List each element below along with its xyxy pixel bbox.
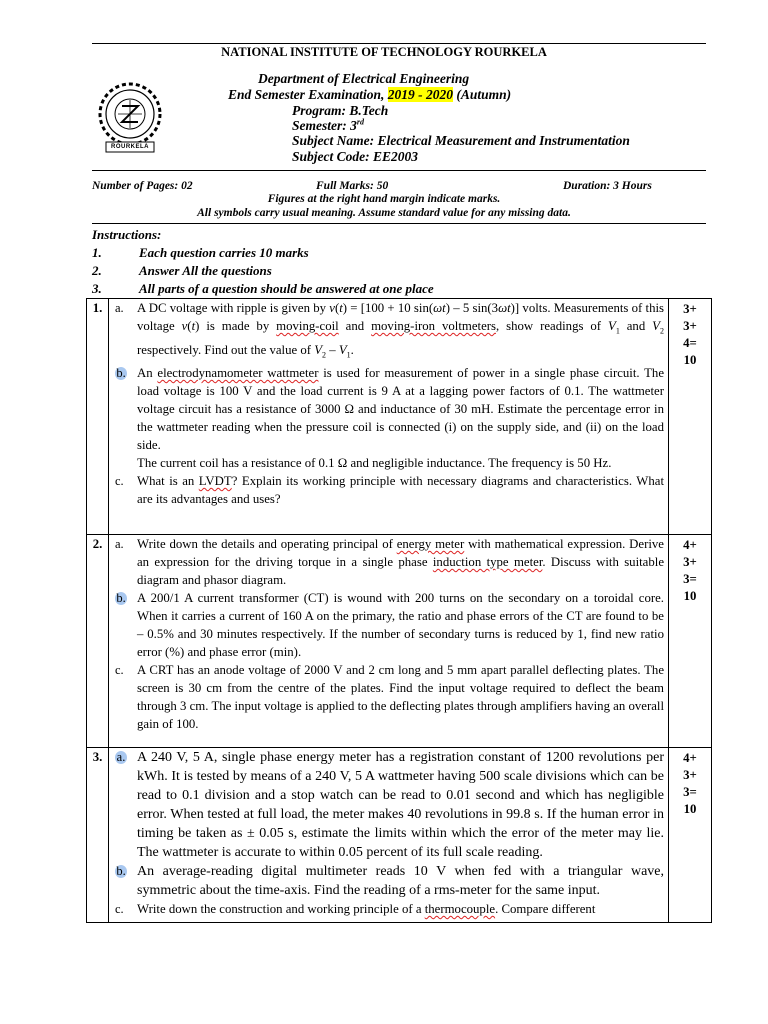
- question-number: 1.: [87, 299, 109, 535]
- part-text: [137, 862, 664, 900]
- instruction-number: 2.: [92, 263, 102, 278]
- underlined-term: electrodynamometer wattmeter: [157, 366, 319, 381]
- question-part: [113, 661, 664, 733]
- text-segment: A 200/1 A current transformer (CT) is wound with 200 turns on the secondary on a toroidal core. When it carries a current of 160 A on the primary, the ratio and phase errors of the CT are found to be – 0.5% and 30 minutes respectively. If the number of secondary turns is reduced by 1, find new ratio error (%) and phase error (min).: [137, 591, 664, 660]
- marks-entry: 4+: [683, 751, 697, 766]
- part-label: [113, 661, 137, 733]
- question-marks: [669, 299, 712, 535]
- institute-name: NATIONAL INSTITUTE OF TECHNOLOGY ROURKELA: [221, 45, 547, 59]
- question-part: [113, 535, 664, 589]
- text-segment: (: [334, 301, 340, 315]
- question-body: [109, 535, 669, 748]
- subject-name: Subject Name: Electrical Measurement and Instrumentation: [292, 133, 630, 148]
- marks-note: Figures at the right hand margin indicate marks.: [267, 193, 501, 205]
- top-rule: [92, 43, 706, 44]
- duration: Duration: 3 Hours: [563, 180, 652, 192]
- underlined-term: energy meter: [396, 537, 465, 552]
- underlined-term: LVDT: [198, 474, 232, 489]
- instruction-text: Each question carries 10 marks: [139, 245, 309, 260]
- underlined-term: moving-iron voltmeters: [371, 319, 497, 333]
- underlined-term: moving-coil: [276, 319, 339, 333]
- part-label: [113, 748, 137, 862]
- nitr-logo: [92, 80, 168, 156]
- exam-suffix: (Autumn): [453, 87, 512, 102]
- question-row: [87, 299, 712, 535]
- question-part: [113, 862, 664, 900]
- instruction-text: All parts of a question should be answered at one place: [139, 281, 434, 296]
- number-of-pages: Number of Pages: 02: [92, 180, 193, 192]
- text-segment: 2: [322, 350, 327, 360]
- text-segment: What is an: [137, 474, 199, 489]
- question-marks: [669, 535, 712, 748]
- text-segment: (: [187, 319, 192, 333]
- header-rule: [92, 170, 706, 171]
- text-segment: A DC voltage with ripple is given by: [137, 301, 330, 315]
- question-part: [113, 364, 664, 472]
- text-segment: and: [338, 319, 372, 333]
- text-segment: A 240 V, 5 A, single phase energy meter has a registration constant of 1200 revolutions per kWh. It is tested by means of a 240 V, 5 A wattmeter having 500 scale divisions which can be read to 0.1 division and a stop watch can be read to 0.01 second and which has negligible error. When tested at full load, the meter makes 40 revolutions in 99.8 s. If the human error in timing be taken as ± 0.05 s, estimate the limits within which the error of the meter may lie. The wattmeter is accurate to within 0.05 percent of its full scale reading.: [137, 750, 664, 861]
- instruction-text: Answer All the questions: [139, 263, 272, 278]
- semester-sup: rd: [356, 117, 364, 127]
- part-text: [137, 299, 664, 364]
- semester-text: Semester: 3: [292, 118, 357, 133]
- instruction-number: 3.: [92, 281, 102, 296]
- underlined-term: thermocouple: [424, 902, 496, 917]
- text-segment: v: [181, 319, 188, 333]
- marks-entry: 3+: [683, 768, 697, 783]
- text-segment: t: [191, 319, 196, 333]
- subject-code: Subject Code: EE2003: [292, 149, 419, 164]
- part-text: [137, 900, 664, 918]
- text-segment: V: [607, 319, 616, 333]
- marks-entry: 10: [683, 802, 697, 817]
- part-label-text: b.: [116, 366, 126, 381]
- marks-entry: 3=: [683, 785, 697, 800]
- question-body: [109, 748, 669, 923]
- part-label: [113, 364, 137, 472]
- exam-year: 2019 - 2020: [387, 87, 454, 102]
- text-segment: V: [314, 342, 323, 357]
- marks-entry: 3=: [683, 572, 697, 587]
- department: Department of Electrical Engineering: [258, 71, 470, 86]
- part-text: [137, 535, 664, 589]
- text-segment: is used for measurement of power in a single phase circuit. The load voltage is 100 V and the load current is 9 A at a lagging power factors of 0.1. The wattmeter voltage circuit has a resistance of 3000 Ω and inductance of 30 mH. Estimate the percentage error in the wattmeter reading when the pressure coil is connected (i) on the supply side, and (ii) on the load side.: [137, 366, 665, 453]
- marks-entry: 3+: [683, 555, 697, 570]
- marks-entry: 4+: [683, 538, 697, 553]
- instructions-title: Instructions:: [92, 227, 162, 242]
- part-text: [137, 748, 664, 862]
- question-marks: [669, 748, 712, 923]
- question-body: [109, 299, 669, 535]
- questions-table: [86, 298, 712, 923]
- text-segment: ) is made by: [195, 319, 277, 333]
- part-label-text: a.: [115, 301, 124, 315]
- text-segment: ? Explain its working principle with necessary diagrams and characteristics. What are its advantages and uses?: [137, 474, 664, 507]
- text-segment: ) – 5 sin(3: [445, 301, 499, 315]
- marks-entry: 3+: [683, 302, 697, 316]
- part-text: [137, 472, 664, 508]
- text-segment: Write down the construction and working principle of a: [137, 902, 425, 917]
- text-segment: 1: [615, 326, 620, 336]
- part-label-text: b.: [116, 864, 126, 879]
- question-row: [87, 748, 712, 923]
- part-text: [137, 661, 664, 733]
- text-segment: v: [329, 301, 335, 315]
- marks-entry: 3+: [683, 319, 697, 333]
- text-segment: A CRT has an anode voltage of 2000 V and 2 cm long and 5 mm apart parallel deflecting plates. The screen is 30 cm from the centre of the plates. Find the input voltage required to deflect the beam through 3 cm. The input voltage is applied to the deflecting plates through amplifiers having an overall gain of 100.: [137, 663, 664, 732]
- text-segment: –: [326, 342, 339, 357]
- program: Program: B.Tech: [292, 103, 389, 118]
- text-segment: The current coil has a resistance of 0.1 Ω and negligible inductance. The frequency is 50 Hz.: [137, 456, 612, 471]
- text-segment: An average-reading digital multimeter reads 10 V when fed with a triangular wave, symmetric about the time-axis. Find the reading of a rms-meter for the same input.: [137, 864, 664, 899]
- question-part: [113, 472, 664, 508]
- instruction-number: 1.: [92, 245, 102, 260]
- part-text: [137, 589, 664, 661]
- marks-entry: 10: [683, 353, 697, 367]
- question-part: [113, 589, 664, 661]
- part-label: [113, 862, 137, 900]
- text-segment: ) = [100 + 10 sin(: [342, 301, 434, 315]
- part-label: [113, 900, 137, 918]
- meta-rule: [92, 223, 706, 224]
- text-segment: V: [652, 319, 660, 333]
- text-segment: An: [137, 366, 158, 381]
- semester: [292, 118, 364, 134]
- underlined-term: induction type meter: [432, 555, 543, 570]
- text-segment: )] volts. Measurements of this voltage: [137, 301, 665, 333]
- text-segment: 2: [659, 326, 664, 336]
- symbols-note: All symbols carry usual meaning. Assume standard value for any missing data.: [197, 207, 571, 219]
- text-segment: .: [350, 342, 354, 357]
- logo-caption: ROURKELA: [111, 144, 149, 150]
- question-number: 2.: [87, 535, 109, 748]
- part-label-text: c.: [115, 663, 124, 678]
- question-row: [87, 535, 712, 748]
- exam-prefix: End Semester Examination,: [228, 87, 388, 102]
- marks-entry: 4=: [683, 336, 697, 350]
- text-segment: with mathematical expression. Derive an expression for the driving torque in a single phase: [137, 537, 664, 570]
- part-label-text: a.: [116, 750, 126, 765]
- text-segment: ωt: [498, 301, 511, 315]
- question-part: [113, 900, 664, 918]
- text-segment: respectively. Find out the value of: [137, 342, 315, 357]
- question-part: [113, 748, 664, 862]
- part-text: [137, 364, 664, 472]
- part-label-text: a.: [115, 537, 124, 552]
- text-segment: . Compare different: [495, 902, 596, 917]
- text-segment: . Discuss with suitable diagram and phasor diagram.: [137, 555, 664, 588]
- marks-entry: 10: [683, 589, 697, 604]
- text-segment: V: [338, 342, 347, 357]
- text-segment: t: [339, 301, 343, 315]
- part-label: [113, 299, 137, 364]
- part-label: [113, 589, 137, 661]
- exam-line: [228, 87, 511, 103]
- full-marks: Full Marks: 50: [316, 180, 389, 192]
- text-segment: and: [619, 319, 653, 333]
- part-label: [113, 535, 137, 589]
- text-segment: Write down the details and operating principal of: [137, 537, 397, 552]
- text-segment: ωt: [433, 301, 446, 315]
- part-label-text: b.: [116, 591, 126, 606]
- text-segment: 1: [346, 350, 351, 360]
- part-label-text: c.: [115, 474, 124, 489]
- part-label: [113, 472, 137, 508]
- question-part: [113, 299, 664, 364]
- part-label-text: c.: [115, 902, 124, 917]
- question-number: 3.: [87, 748, 109, 923]
- text-segment: , show readings of: [496, 319, 608, 333]
